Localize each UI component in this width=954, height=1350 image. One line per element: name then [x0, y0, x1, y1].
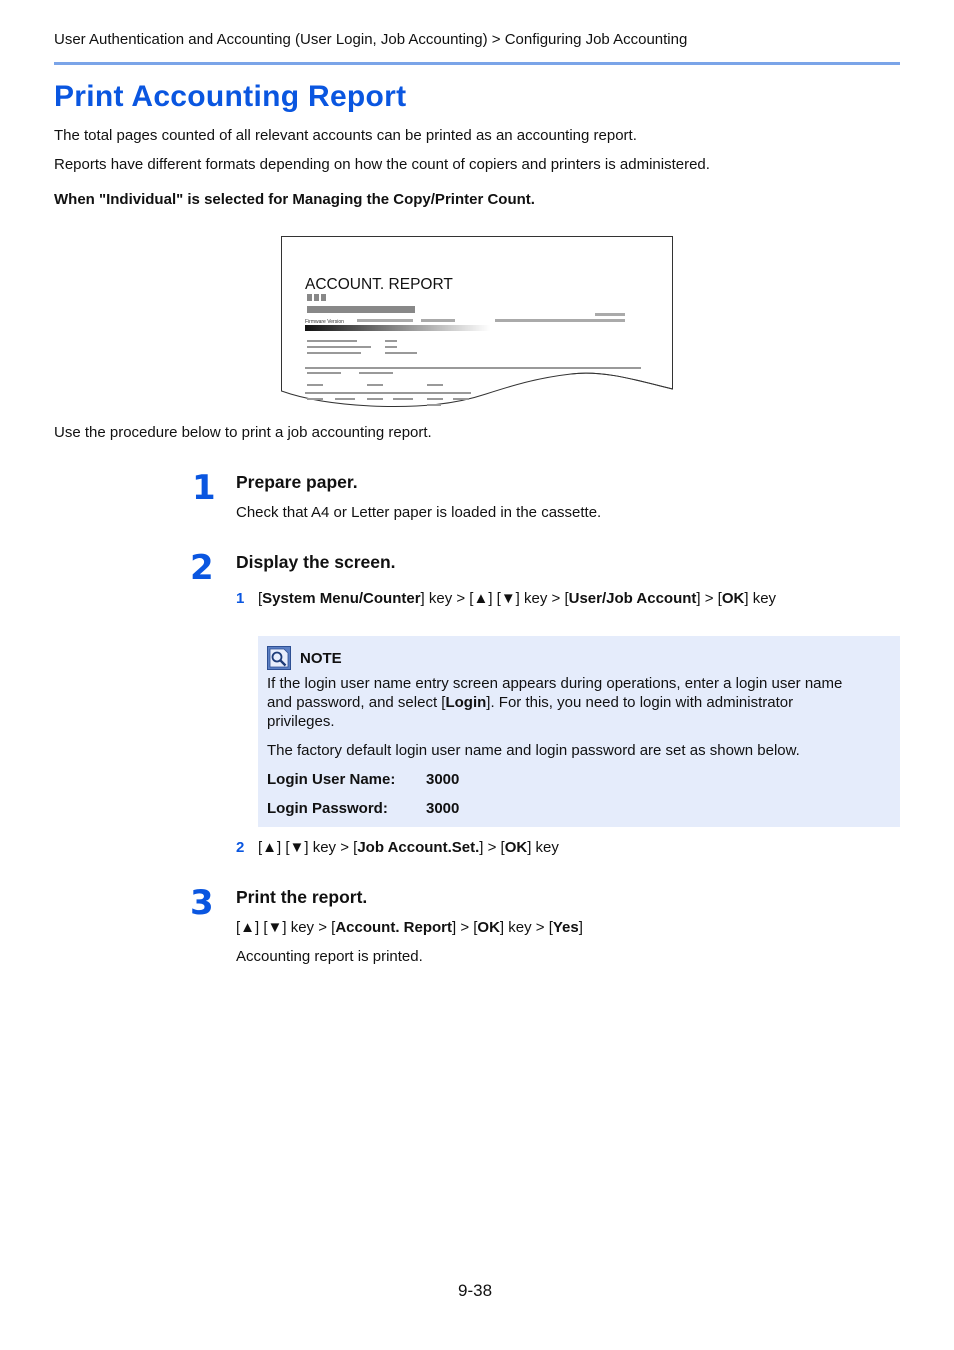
- intro-paragraph-2: Reports have different formats depending on how the count of copiers and printers is administered.: [54, 156, 710, 173]
- step-1-title: Prepare paper.: [236, 472, 358, 492]
- breadcrumb: User Authentication and Accounting (User Login, Job Accounting) > Configuring Job Accounting: [54, 31, 688, 48]
- step-number-1: 1: [192, 468, 216, 508]
- header-rule: [54, 62, 900, 65]
- step-3-result: Accounting report is printed.: [236, 948, 423, 965]
- step-2-substep-2: 2 [▲] [▼] key > [Job Account.Set.] > [OK] key: [236, 839, 559, 856]
- note-label: NOTE: [300, 650, 342, 667]
- note-line-4: The factory default login user name and login password are set as shown below.: [267, 742, 800, 759]
- substep-number: 1: [236, 590, 245, 607]
- key-job-account-set: Job Account.Set.: [357, 839, 480, 856]
- key-login: Login: [445, 694, 487, 711]
- step-1-text: Check that A4 or Letter paper is loaded in the cassette.: [236, 504, 602, 521]
- login-user-name-value: 3000: [426, 771, 460, 788]
- key-user-job-account: User/Job Account: [568, 590, 697, 607]
- key-ok: OK: [504, 839, 528, 856]
- procedure-intro: Use the procedure below to print a job accounting report.: [54, 424, 432, 441]
- page-number: 9-38: [458, 1281, 493, 1300]
- note-line-3: privileges.: [267, 713, 335, 730]
- step-number-2: 2: [190, 548, 214, 588]
- key-ok: OK: [721, 590, 745, 607]
- login-password-value: 3000: [426, 800, 460, 817]
- note-magnifier-icon: [267, 646, 291, 670]
- report-sheet-graphic: [281, 236, 673, 416]
- page-title: Print Accounting Report: [54, 80, 407, 113]
- note-box: [258, 636, 900, 827]
- key-account-report: Account. Report: [335, 919, 452, 936]
- substep-number: 2: [236, 839, 245, 856]
- step-3-keys: [▲] [▼] key > [Account. Report] > [OK] key > [Yes]: [236, 919, 583, 936]
- key-yes: Yes: [552, 919, 579, 936]
- step-3-title: Print the report.: [236, 887, 368, 907]
- note-line-1: If the login user name entry screen appears during operations, enter a login user name: [267, 675, 843, 692]
- key-system-menu-counter: System Menu/Counter: [262, 590, 421, 607]
- report-heading: ACCOUNT. REPORT: [305, 276, 453, 293]
- firmware-label: Firmware Version: [305, 319, 344, 325]
- account-report-illustration: [281, 236, 673, 416]
- step-number-3: 3: [190, 883, 214, 923]
- note-line-2: and password, and select [Login]. For this, you need to login with administrator: [267, 694, 794, 711]
- condition-heading: When "Individual" is selected for Managing the Copy/Printer Count.: [54, 191, 535, 208]
- login-password-label: Login Password:: [267, 800, 388, 817]
- login-user-name-label: Login User Name:: [267, 771, 396, 788]
- step-2-substep-1: 1 [System Menu/Counter] key > [▲] [▼] key > [User/Job Account] > [OK] key: [236, 590, 777, 607]
- intro-paragraph-1: The total pages counted of all relevant accounts can be printed as an accounting report.: [54, 127, 637, 144]
- step-2-title: Display the screen.: [236, 552, 396, 572]
- key-ok: OK: [477, 919, 500, 936]
